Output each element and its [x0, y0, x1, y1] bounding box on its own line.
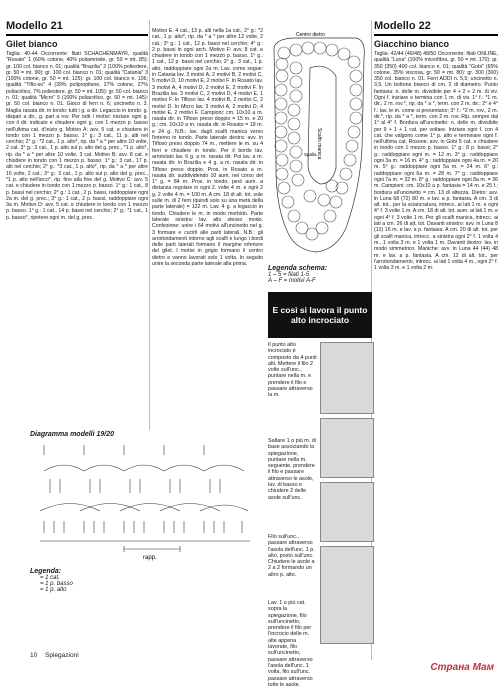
model-21-schema-diagram — [266, 28, 372, 258]
page-number: 10 — [30, 652, 38, 659]
schema-svg — [266, 28, 372, 258]
model-22-subtitle: Giacchino bianco — [374, 39, 450, 49]
label-scalfo-manica: Scalfo manica — [316, 128, 322, 160]
legenda-schema-title: Legenda schema: — [268, 265, 328, 272]
model-21-title: Modello 21 — [6, 20, 148, 36]
model-21-column — [6, 20, 148, 221]
label-spalla: Spalla — [304, 152, 317, 157]
legenda — [30, 568, 140, 593]
legenda-schema-line1: 1 – 5 = filati 1-5 — [268, 272, 310, 278]
diagram-19-20-title: Diagramma modelli 19/20 — [30, 431, 115, 438]
watermark: Страна Мам — [430, 662, 494, 673]
tutorial-step-3-image — [320, 482, 374, 542]
model-22-body: Taglia: 42/44 (46/48) 48/50 Occorrente: filati ONLINE, qualità "Luna" (100% microfibra, gr. 50 = mt. 170): gr. 350 (350) 400 col. bianco n. 01; qualità "Gobi" (65% cotone, 35% viscosa, gr. 50 = mt. 80): gr. 300 (300) 350 col. bianco n. 01. Ferri ADDI n. 5,5; uncinetto n. 3,5. Un bottone bianco di cm. 2 di diametro. Punto fantasia: n. delle m. divisibile per 4 + 2 + 2 m. di viv. Ogni f. iniziare e termina con 1 m. di viv. 1° f.: *1 m. dir., 2 m. rov.*, rip. da * a *, term. con 2 m. dir.; 2° e 4° f.: lav. le m. come si presentano; 3° f.: *2 m. rov., 2 m. dir.*, rip. da * a *, term. con 2 m. rov. Rip. sempre dal 1° al 4° f. Bordura all'uncinetto: n. delle m. divisibile per 9 + 1 + 1 cat. per voltare. Iniziare ogni f. con 4 cat. che valgono come 1° p. alto e terminare ogni f. nell'ultima cat. Rosone: avv. in Gobi 5 cat. e chiudere in tondo con 1 mezzo p. basso. 1° g.: 8 p. bassi; 2° g.: raddoppiare ogni m. = 12 m. 3° g.: raddoppiare ogni 3a m. = 16 m. 4° g.: raddoppiare ogni 4a m. = 20 m. 5° g.: raddoppiare ogni 5a m. = 24 m. 6° g.: raddoppiare ogni 6a m. = 28 m. 7° g.: raddoppiare ogni 7a m. = 32 m. 8° g.: raddoppiare ogni 8a m. = 36 m. Campioni: cm. 10x10 a p. fantasia = 14 m. e 25 f.; bordura all'uncinetto = cm. 13 di altezza. Dietro: avv. in Luna 68 (72) 80 m. e lav. a p. fantasia. A cm. 3 di alt. tot., per la sciancratura, intrecc. ai lati 1 m. e ogni 4° f. 3 volte 1 m. A cm. 18 di alt. tot. aum. ai lati 1 m. e ogni 4° f. 3 volte 1 m. Per gli scalfi manica, intrecc. ai lati a cm. 26 di alt. tot. Davanti sinistro: avv. in Luna 8 (12) 16 m. e lav. a p. fantasia. A cm. 20 di alt. tot. per gli scalfi manica, intrecc. a sinistra ogni 2° f. 1 volta 4 m., 1 volta 3 m. e 1 volta 1 m. Davanti destro: lav. in modo simmetrico. Maniche: avv. in Luna 44 (44) 48 m. e lav. a p. fantasia. A cm. 12 di alt. tot., per l'arrotondamento, intrecc. ai lati 1 volta 4 m., ogni 2° f. 1 volta 3 m. e 1 volta 2 m. — [374, 51, 498, 272]
page-footer — [30, 652, 79, 659]
model-21-continuation — [152, 28, 263, 267]
column-divider — [149, 20, 150, 430]
legenda-line-alto: = 1 p. alto — [40, 587, 67, 593]
tutorial-step-4-image — [320, 546, 374, 644]
tutorial-step-1: Il punto alto incrociato è composto da 4 punti alti. Mettere il filo 2 volte sull'unc., puntare nella m. e prendere il filo e passare attraverso la m. — [268, 342, 317, 399]
tutorial-step-3: Filo sull'unc., passare attraverso l'asola dell'unc. 1 p. alto, posto sull'unc. Chiudere le asole a 2 a 2 formando un altro p. alto. — [268, 534, 315, 578]
section-name: Spiegazioni — [45, 652, 79, 659]
label-centro-dietro: Centro dietro — [296, 32, 325, 38]
model-22-column — [374, 20, 498, 271]
model-21-continuation-body: Motivo E: 4 cat., 13 p. alti nella 1a cat.; 2° g.: *2 cat., 1 p. alto*, rip. da * a * per altre 12 volte, 2 cat.; 3° g.: 1 cat., 12 p. bassi nel cerchio; 4° g.: 2 p. bassi in ogni arch. Motivo F: avv. 8 cat. e chiudere in tondo con 1 mezzo p. basso. 1° g.: 1 cat., 12 p. bassi nel cerchio; 2° g.: 3 cat., 1 p. alto, raddoppiare ogni 2a m. Lav. come segue: in Catania lav. 3 motivi A, 2 motivi B, 2 motivi C, 5 motivi D, 10 motivi E, 2 motivi F. In Rosato lav. 3 motivi A, 4 motivi D, 2 motivi E, 2 motivi F. In Brazilia lav. 3 motivi C, 2 motivi D, 4 motivi E, 1 motivo F. In Tifloso lav. 4 motivi B, 2 motivi C, 2 motivi D. In Micro lav. 3 motivi A, 2 motivi D, 4 motivi E, 2 motivi F. Campioni: cm. 10x10 a m. rasata dir. in Tifloso preso doppio = 15 m. e 20 g.; cm. 10x10 a m. rasata dir. in Rosato = 18 m. e 24 g. N.B.: lav. dagli scalfi manica verso l'interno in tondo. Parte laterale destra: avv. in Tifloso preso doppio 74 m., mettere le m. su 4 ferri e chiudere in tondo. Per il bordo lav. arrotolato lav. 6 g. a m. rasata dir. Poi lav. a m. rasata dir. in Brazilia e 4 g. a m. rasata dir. in Tifloso preso doppio. Pros. in Rosato a m. rasata dir. suddividendo 10 aum. nel corso del 1° g. = 84 m. Pros. in tondo, però aum. a distanza regolare in ogni 2. volte 4 m. e ogni 2 g. 2 volte 4 m. = 100 m. A cm. 18 di alt. tot. sole sulle m. di 2 ferri (quindi solo su una metà della parte laterale) = 122 m. Lav. 4 g. a legaccio in tondo. Chiudere le m. in modo morbido. Parte laterale sinistra: lav. allo stesso modo. Confezione: unire i 64 motivi all'uncinetto nel g. 3 formare e cucirli alle parti laterali. N.B.: gli arrotondamenti intorno agli scalfi e lungo i bordi delle parti laterali formano il margine inferiore del gilet. I motivi in grigio formano il centro dietro e vanno lavorati solo 1 volta. In seguito unire la seconda parte laterale alla prima. — [152, 28, 263, 267]
tutorial-title: E così si lavora il punto alto incrociato — [268, 292, 372, 338]
model-22-title: Modello 22 — [374, 20, 498, 36]
tutorial-step-4: Lav. 1 o più cat. sopra la spiegazione, filo sull'uncinetto, prendere il filo per l'incrocio delle m. alte appena lavorate, filo sull'uncinetto, passare attraverso l'asola dell'unc. 1 volta, filo sull'unc. passare attraverso tutte le asole. — [268, 600, 313, 688]
model-21-subtitle: Gilet bianco — [6, 39, 58, 49]
rapp-label: rapp. — [143, 555, 157, 561]
tutorial-step-2-image — [320, 418, 374, 478]
legenda-schema — [268, 265, 372, 284]
legenda-title: Legenda: — [30, 568, 62, 575]
tutorial-step-1-image — [320, 342, 374, 414]
model-21-body: Taglia: 40-44 Occorrente: filati SCHACHENMAYR, qualità "Rosato" 1 (60% cotone, 40% poliammide, gr. 50 = mt. 85): gr. 100 col. bianco n. 01; qualità "Brazilia" 2 (100% poliestere, gr. 50 = mt. 90): gr. 100 col. bianco n. 01; qualità "Catania" 3 (100% cotone, gr. 50 = mt. 125): gr. 100 col. bianco n. 106; qualità "Tiflo-so" 4 (39% polipropilene, 27% cotone, 27% poliacrilico, 7% poliestere, gr. 50 = mt. 105): gr. 50 col. bianco n. 01; qualità "Micro" 5 (100% poliacrilico, gr. 50 = mt. 145): gr. 50 col. bianco n. 01. Gioco di ferri n. 6; uncinetto n. 3. Maglia rasata dir. in tondo: tutti i g. a dir. Legaccio in tondo: g. dispari a dir., g. pari a rov. Per tutti i motivi: iniziare ogni g. con il dir. indicato e chiudere ogni g. con 1 mezzo p. basso nell'ultima cat. d'inizio g. Motivo A: avv. 5 cat. e chiudere in tondo con 1 mezzo p. basso. 1° g.: 3 cat., 11 p. alti nel cerchio; 2° g.: *2 cat., 1 p. alto*, rip. da * a * per altre 10 volte, 2 cat. 3° g.: 3 cat., 1 p. alto sul p. alto del g. prec., *1 p. alto*, rip. da * a * per altre 10 volte, 3 cat. Motivo B: avv. 8 cat. e chiudere in tondo con 1 mezzo p. basso. 1° g.: 3 cat., 17 p. alti nel cerchio; 2° g.: *3 cat., 1 p. alto*, rip. da * a * per altre 16 volte, 2 cat.; 3° g.: 3 cat., 1 p. alto sul p. alto del g. prec., *1 p. alto nell'arco*, rip. fino alla fine del g. Motivo C: avv. 5 cat. e chiudere in tondo con 1 mezzo p. basso. 1° g.: 1 cat., 8 p. bassi nel cerchio; 2° g.: 1 cat., 2 p. bassi, raddoppiare ogni 2a m. del g. prec.; 3° g.: 1 cat., 2 p. bassi, raddoppiare ogni 3a m. Motivo D: avv. 5 cat. e chiudere in tondo con 1 mezzo p. basso. 1° g.: 1 cat., 14 p. bassi nel cerchio; 2° g.: *1 cat., 1 p. basso*, ripetere ogni m. del g. prec. — [6, 51, 148, 221]
legenda-line-basso: = 1 p. basso — [40, 581, 73, 587]
tutorial-step-2: Saltare 1 o più m. di base associando la spiegazione, puntare nella m. seguente, prendere il filo e passare attraverso le asole, lav. di basso e chiudere 2 delle asole sull'unc. — [268, 438, 316, 501]
crochet-chart-svg — [30, 441, 258, 561]
legenda-line-cat: = 1 cat. — [40, 575, 60, 581]
diagram-19-20 — [30, 441, 258, 561]
legenda-schema-line2: A – F = motivi A-F — [268, 278, 316, 284]
